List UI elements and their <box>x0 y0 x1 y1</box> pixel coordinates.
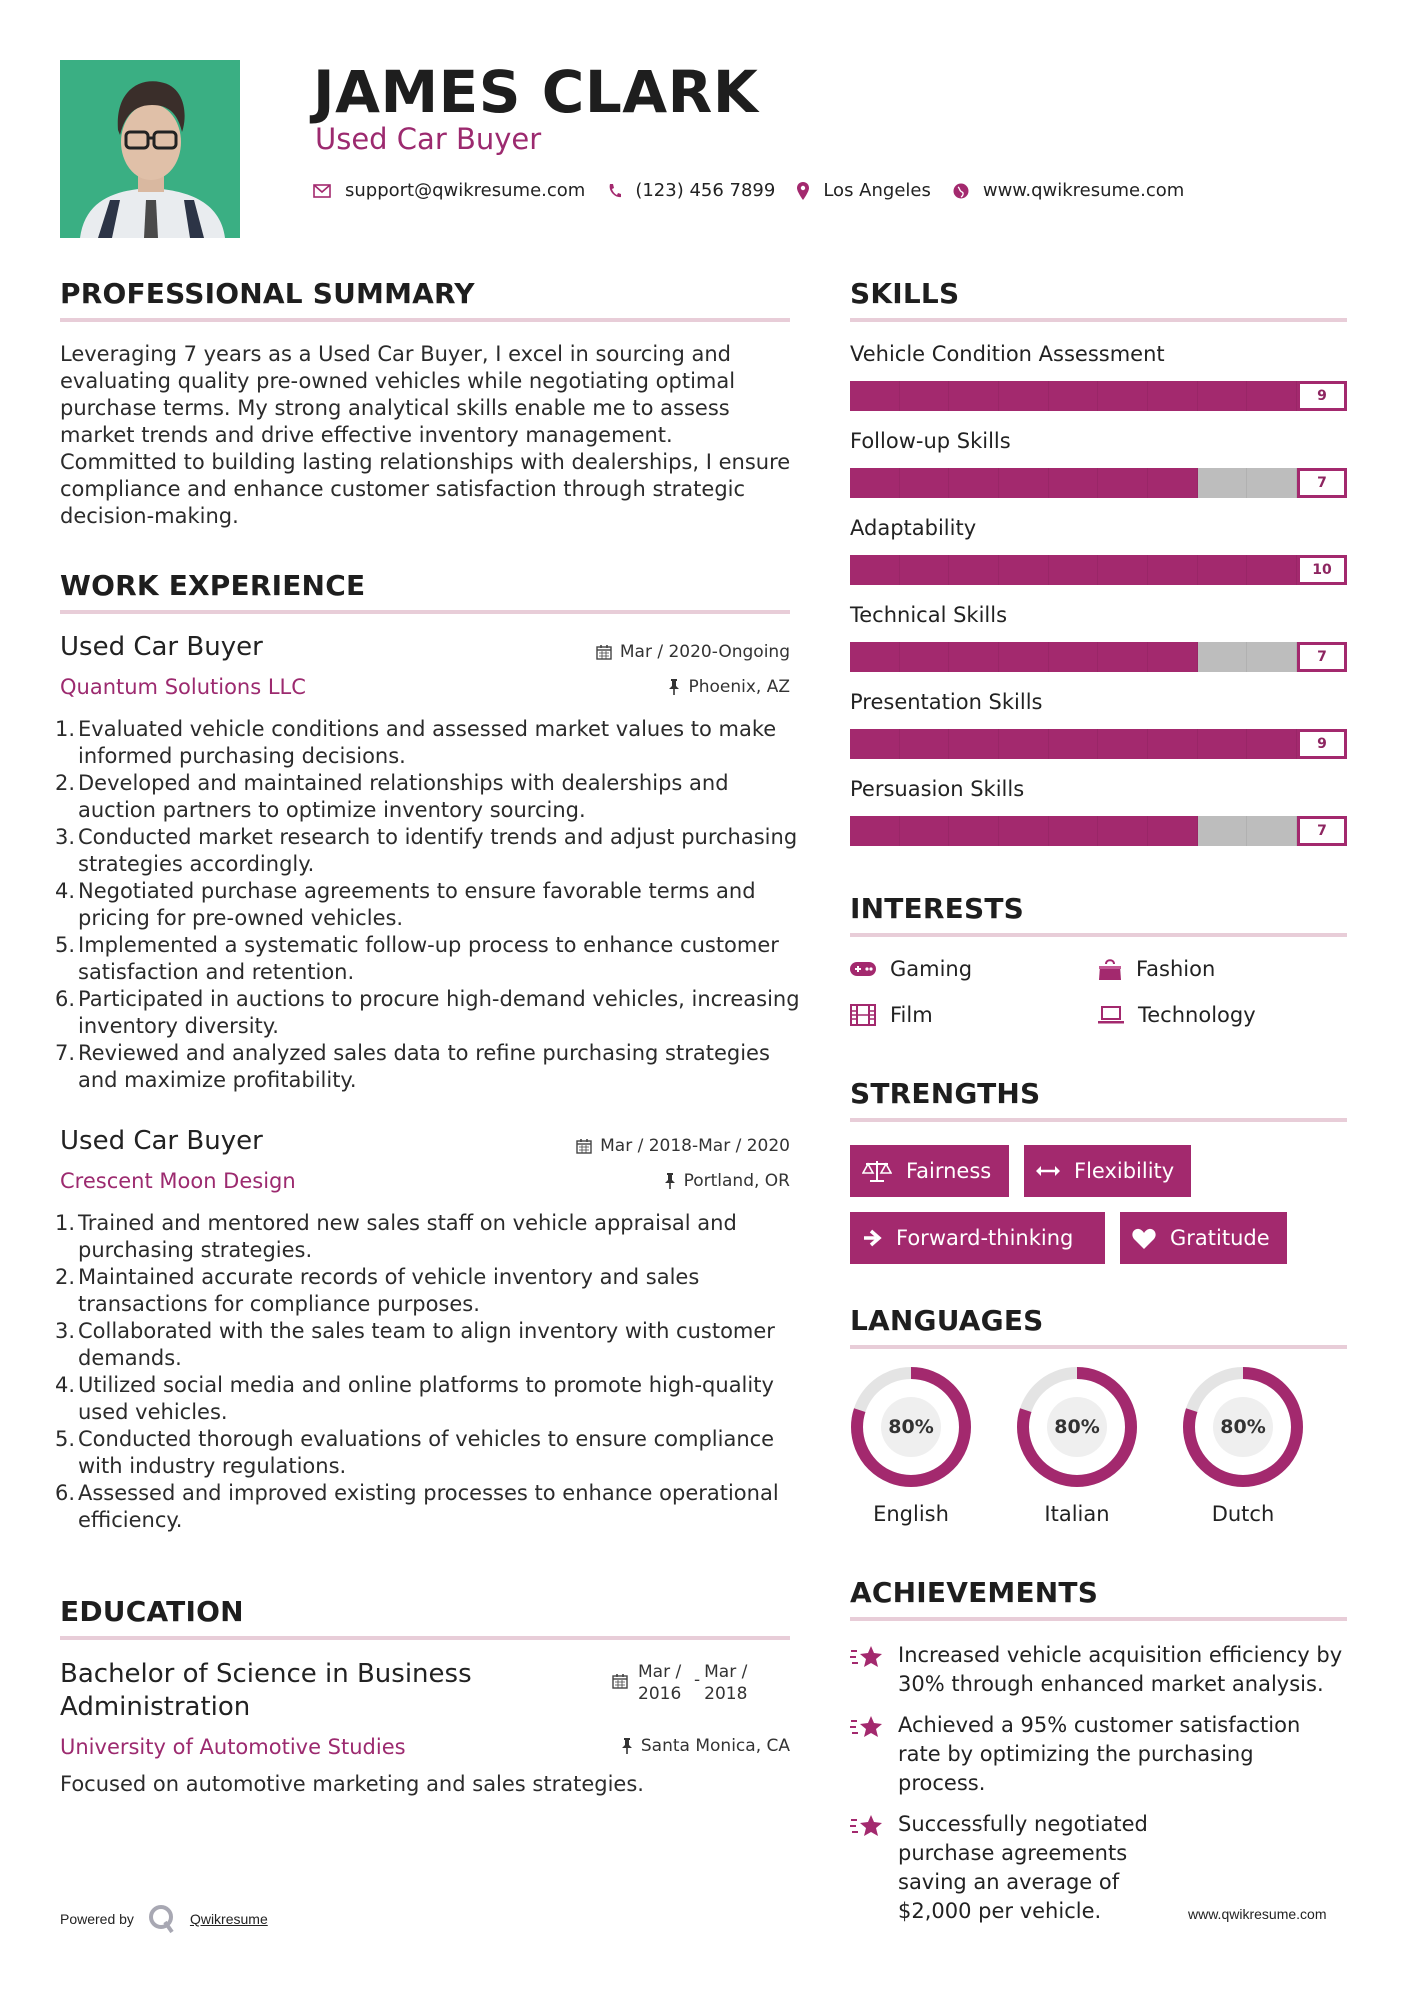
list-item: 2. Developed and maintained relationships with dealerships and auction partners to optimize inventory sourcing. <box>54 771 729 822</box>
qwikresume-link[interactable]: Qwikresume <box>189 1911 268 1927</box>
education-heading: EDUCATION <box>60 1595 244 1628</box>
footer-powered-by <box>60 1904 268 1934</box>
education-location-text: Santa Monica, CA <box>640 1736 790 1756</box>
contact-email[interactable] <box>313 180 585 201</box>
strength-label: Forward-thinking <box>896 1226 1074 1250</box>
list-item: 7. Reviewed and analyzed sales data to refine purchasing strategies and maximize profitability. <box>54 1041 770 1092</box>
interest-label: Gaming <box>890 957 973 981</box>
skill-bar-segment <box>999 729 1049 759</box>
skill-bar-segment <box>999 555 1049 585</box>
job-2-bullets <box>54 1210 800 1534</box>
interest-label: Technology <box>1138 1003 1256 1027</box>
job-2-dates <box>480 1136 790 1156</box>
skill-bar-segment <box>1198 729 1248 759</box>
language-label: Dutch <box>1211 1502 1275 1526</box>
skill-bar-segment <box>850 381 900 411</box>
skill-value-badge: 10 <box>1297 555 1347 585</box>
skill-bar-segment <box>949 555 999 585</box>
skill-bar-segment <box>949 816 999 846</box>
calendar-icon <box>596 644 612 660</box>
shooting-star-icon <box>850 1645 884 1671</box>
skill-bar-segment <box>1049 555 1099 585</box>
skills-divider <box>850 318 1347 322</box>
skill-bar-segment <box>1247 816 1297 846</box>
job-1-dates <box>480 642 790 662</box>
skill-bar-segment <box>949 729 999 759</box>
degree-title: Bachelor of Science in Business Administration <box>60 1659 472 1722</box>
shopping-bag-icon <box>1098 958 1122 980</box>
envelope-icon <box>313 184 331 198</box>
contact-email-text: support@qwikresume.com <box>345 180 586 201</box>
skill-label: Follow-up Skills <box>850 429 1011 453</box>
strength-tag-gratitude <box>1120 1212 1287 1264</box>
education-divider <box>60 1636 790 1640</box>
job-1-dates-text: Mar / 2020-Ongoing <box>619 642 790 662</box>
job-2-title: Used Car Buyer <box>60 1126 263 1156</box>
skill-bar-segment <box>850 729 900 759</box>
skill-label: Presentation Skills <box>850 690 1043 714</box>
skills-heading: SKILLS <box>850 277 960 310</box>
list-item: 6. Assessed and improved existing processes to enhance operational efficiency. <box>54 1481 779 1532</box>
skill-bar-segment <box>1148 816 1198 846</box>
shooting-star-icon <box>850 1814 884 1840</box>
job-2-company: Crescent Moon Design <box>60 1169 296 1193</box>
strengths-heading: STRENGTHS <box>850 1077 1041 1110</box>
education-location <box>480 1736 790 1756</box>
skill-bar-segment <box>1247 555 1297 585</box>
balance-scale-icon <box>862 1159 892 1183</box>
pushpin-icon <box>621 1738 633 1754</box>
school-name: University of Automotive Studies <box>60 1735 406 1759</box>
skill-bar-segment <box>1049 816 1099 846</box>
achievement-text: Successfully negotiated purchase agreements saving an average of $2,000 per vehicle. <box>898 1812 1148 1923</box>
skill-bar-segment <box>900 468 950 498</box>
skill-bar-segment <box>1198 816 1248 846</box>
powered-by-text: Powered by <box>60 1911 134 1927</box>
shooting-star-icon <box>850 1715 884 1741</box>
achievement-text: Increased vehicle acquisition efficiency by 30% through enhanced market analysis. <box>898 1643 1343 1696</box>
language-item <box>1016 1366 1138 1526</box>
languages-heading: LANGUAGES <box>850 1304 1044 1337</box>
list-item: 2. Maintained accurate records of vehicle inventory and sales transactions for compliance purposes. <box>54 1265 700 1316</box>
skill-bar-segment <box>1247 381 1297 411</box>
qwikresume-logo-icon <box>148 1904 176 1934</box>
interests-divider <box>850 933 1347 937</box>
contact-location-text: Los Angeles <box>823 180 931 201</box>
job-1-title: Used Car Buyer <box>60 632 263 662</box>
skill-bar-segment <box>1198 468 1248 498</box>
skill-bar-segment <box>900 729 950 759</box>
skill-bar-segment <box>1198 642 1248 672</box>
skill-bar-segment <box>1098 468 1148 498</box>
skill-value-badge: 9 <box>1297 729 1347 759</box>
contact-phone-text: (123) 456 7899 <box>635 180 776 201</box>
education-start: Mar / 2016 <box>638 1662 682 1704</box>
strength-tag-fairness <box>850 1145 1009 1197</box>
interest-fashion <box>1098 957 1215 981</box>
achievement-item <box>850 1641 1347 1699</box>
skill-bar-segment <box>1098 555 1148 585</box>
strengths-divider <box>850 1118 1347 1122</box>
globe-icon <box>953 183 969 199</box>
candidate-name: JAMES CLARK <box>313 58 759 126</box>
education-end: Mar / 2018 <box>704 1662 748 1704</box>
skill-bar-segment <box>900 381 950 411</box>
job-2-location-text: Portland, OR <box>683 1171 790 1191</box>
skill-bar <box>850 816 1347 846</box>
contact-website-text: www.qwikresume.com <box>982 180 1185 201</box>
interest-label: Fashion <box>1136 957 1216 981</box>
contact-website[interactable] <box>953 180 1184 201</box>
job-1-bullets <box>54 716 800 1094</box>
skill-bar-segment <box>1247 642 1297 672</box>
skills-list <box>850 340 1347 862</box>
skill-bar-segment <box>1049 729 1099 759</box>
skill-label: Persuasion Skills <box>850 777 1025 801</box>
skill-bar <box>850 468 1347 498</box>
list-item: 1. Trained and mentored new sales staff on vehicle appraisal and purchasing strategies. <box>54 1211 737 1262</box>
skill-bar-segment <box>1148 555 1198 585</box>
skill-bar-segment <box>1049 642 1099 672</box>
arrow-right-icon <box>862 1228 882 1248</box>
skill-bar-segment <box>999 642 1049 672</box>
skill-bar-segment <box>1049 468 1099 498</box>
job-2-location <box>480 1171 790 1191</box>
list-item: 6. Participated in auctions to procure high-demand vehicles, increasing inventory diversity. <box>54 987 800 1038</box>
skill-bar-segment <box>1049 381 1099 411</box>
skill-bar-segment <box>1148 642 1198 672</box>
person-portrait-icon <box>60 60 240 238</box>
job-1-location <box>480 677 790 697</box>
skill-label: Vehicle Condition Assessment <box>850 342 1165 366</box>
phone-icon <box>607 183 621 199</box>
skill-bar-segment <box>1148 468 1198 498</box>
list-item: 4. Negotiated purchase agreements to ensure favorable terms and pricing for pre-owned vehicles. <box>54 879 756 930</box>
language-progress-ring <box>1182 1366 1304 1488</box>
education-description: Focused on automotive marketing and sales strategies. <box>60 1772 644 1796</box>
strength-label: Fairness <box>906 1159 992 1183</box>
skill-bar <box>850 381 1347 411</box>
list-item: 1. Evaluated vehicle conditions and assessed market values to make informed purchasing decisions. <box>54 717 777 768</box>
skill-label: Technical Skills <box>850 603 1008 627</box>
skill-bar-segment <box>850 555 900 585</box>
strength-tag-forward-thinking <box>850 1212 1105 1264</box>
interest-film <box>850 1003 933 1027</box>
skill-bar-segment <box>1098 642 1148 672</box>
skill-bar-segment <box>999 468 1049 498</box>
skill-value-badge: 7 <box>1297 642 1347 672</box>
list-item: 4. Utilized social media and online platforms to promote high-quality used vehicles. <box>54 1373 774 1424</box>
summary-text: Leveraging 7 years as a Used Car Buyer, I excel in sourcing and evaluating quality pre-owned vehicles while negotiating optimal purchase terms. My strong analytical skills enable me to assess market trends and drive effective inventory management. Committed to building lasting relationships with dealerships, I ensure compliance and enhance customer satisfaction through strategic decision-making. <box>60 342 791 528</box>
language-progress-ring <box>850 1366 972 1488</box>
contact-bar <box>313 180 1206 201</box>
skill-bar-segment <box>1098 816 1148 846</box>
interest-label: Film <box>890 1003 933 1027</box>
skill-bar-segment <box>850 642 900 672</box>
skill-bar-segment <box>1247 468 1297 498</box>
language-label: Italian <box>1044 1502 1110 1526</box>
skill-bar-segment <box>900 816 950 846</box>
strength-tag-flexibility <box>1024 1145 1191 1197</box>
skill-bar-segment <box>1198 555 1248 585</box>
arrows-horizontal-icon <box>1036 1165 1060 1177</box>
interests-heading: INTERESTS <box>850 892 1024 925</box>
calendar-icon <box>612 1673 628 1689</box>
skill-bar-segment <box>900 555 950 585</box>
skill-value-badge: 7 <box>1297 468 1347 498</box>
summary-divider <box>60 318 790 322</box>
heart-icon <box>1132 1228 1156 1249</box>
strength-label: Gratitude <box>1170 1226 1270 1250</box>
profile-photo <box>60 60 240 238</box>
skill-bar-segment <box>850 468 900 498</box>
experience-divider <box>60 610 790 614</box>
map-marker-icon <box>797 182 809 200</box>
skill-bar-segment <box>999 816 1049 846</box>
skill-bar-segment <box>949 381 999 411</box>
skill-bar-segment <box>1247 729 1297 759</box>
education-date-separator: - <box>694 1670 701 1690</box>
skill-bar-segment <box>1098 729 1148 759</box>
skill-bar-segment <box>1198 381 1248 411</box>
education-dates <box>612 1661 756 1705</box>
film-icon <box>850 1004 876 1026</box>
list-item: 3. Collaborated with the sales team to align inventory with customer demands. <box>54 1319 775 1370</box>
achievements-list <box>850 1641 1347 1926</box>
skill-bar-segment <box>949 642 999 672</box>
pushpin-icon <box>668 679 680 695</box>
skill-bar-segment <box>949 468 999 498</box>
skill-value-badge: 7 <box>1297 816 1347 846</box>
experience-heading: WORK EXPERIENCE <box>60 569 366 602</box>
job-1-company: Quantum Solutions LLC <box>60 675 306 699</box>
skill-bar-segment <box>850 816 900 846</box>
list-item: 5. Implemented a systematic follow-up process to enhance customer satisfaction and retention. <box>54 933 779 984</box>
achievement-item <box>850 1711 1347 1798</box>
language-progress-ring <box>1016 1366 1138 1488</box>
list-item: 5. Conducted thorough evaluations of vehicles to ensure compliance with industry regulations. <box>54 1427 775 1478</box>
calendar-icon <box>576 1138 592 1154</box>
contact-location <box>797 180 931 201</box>
language-percent: 80% <box>881 1397 941 1457</box>
skill-bar-segment <box>999 381 1049 411</box>
skill-bar-segment <box>1148 729 1198 759</box>
language-percent: 80% <box>1047 1397 1107 1457</box>
footer-website[interactable]: www.qwikresume.com <box>1188 1906 1327 1922</box>
language-percent: 80% <box>1213 1397 1273 1457</box>
skill-value-badge: 9 <box>1297 381 1347 411</box>
achievement-text: Achieved a 95% customer satisfaction rate by optimizing the purchasing process. <box>898 1713 1301 1795</box>
interest-gaming <box>850 957 972 981</box>
achievements-divider <box>850 1617 1347 1621</box>
gamepad-icon <box>850 961 876 977</box>
skill-bar <box>850 555 1347 585</box>
job-1-location-text: Phoenix, AZ <box>688 677 790 697</box>
language-label: English <box>873 1502 949 1526</box>
contact-phone[interactable] <box>607 180 775 201</box>
skill-bar-segment <box>900 642 950 672</box>
laptop-icon <box>1098 1006 1124 1024</box>
skill-bar-segment <box>1148 381 1198 411</box>
list-item: 3. Conducted market research to identify trends and adjust purchasing strategies accordingly. <box>54 825 798 876</box>
skill-bar <box>850 642 1347 672</box>
job-2-dates-text: Mar / 2018-Mar / 2020 <box>600 1136 790 1156</box>
language-item <box>1182 1366 1304 1526</box>
languages-list <box>850 1366 1304 1526</box>
interest-technology <box>1098 1003 1256 1027</box>
skill-bar-segment <box>1098 381 1148 411</box>
language-item <box>850 1366 972 1526</box>
skill-label: Adaptability <box>850 516 977 540</box>
summary-heading: PROFESSIONAL SUMMARY <box>60 277 475 310</box>
candidate-title: Used Car Buyer <box>315 122 542 156</box>
skill-bar <box>850 729 1347 759</box>
strength-label: Flexibility <box>1074 1159 1175 1183</box>
pushpin-icon <box>664 1173 676 1189</box>
achievements-heading: ACHIEVEMENTS <box>850 1576 1099 1609</box>
languages-divider <box>850 1345 1347 1349</box>
